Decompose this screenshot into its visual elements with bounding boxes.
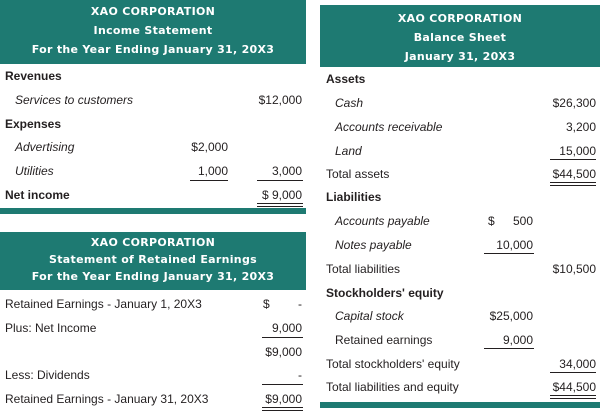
total-assets-value: $44,500 bbox=[552, 167, 596, 181]
statement-period: For the Year Ending January 31, 20X3 bbox=[31, 43, 275, 56]
total-liabilities-equity-label: Total liabilities and equity bbox=[326, 380, 459, 394]
income-statement-bottom-bar bbox=[0, 208, 306, 214]
balance-sheet-header bbox=[320, 5, 600, 67]
ending-balance-double-underline bbox=[262, 407, 303, 411]
cash-label: Cash bbox=[335, 96, 364, 110]
expenses-total: 3,000 bbox=[271, 164, 302, 178]
capital-stock-value: $25,000 bbox=[489, 309, 533, 323]
total-equity-underline bbox=[550, 372, 596, 373]
subtotal-value: $9,000 bbox=[265, 345, 302, 359]
company-name: XAO CORPORATION bbox=[397, 12, 523, 25]
total-equity-value: 34,000 bbox=[559, 357, 596, 371]
notes-payable-value: 10,000 bbox=[496, 238, 533, 252]
balance-sheet-bottom-bar bbox=[320, 402, 600, 408]
plus-net-income-underline bbox=[262, 337, 303, 338]
retained-earnings-value: 9,000 bbox=[502, 333, 533, 347]
stockholders-equity-label: Stockholders' equity bbox=[326, 286, 444, 300]
notes-payable-label: Notes payable bbox=[335, 238, 412, 252]
retained-earnings-statement bbox=[0, 232, 306, 416]
net-income-label: Net income bbox=[5, 188, 70, 202]
services-value: $12,000 bbox=[258, 93, 302, 107]
net-income-double-underline bbox=[257, 203, 303, 207]
retained-earnings-header bbox=[0, 232, 306, 290]
less-dividends-label: Less: Dividends bbox=[5, 368, 90, 382]
retained-earnings-label: Retained earnings bbox=[335, 333, 433, 347]
net-income-value: $ 9,000 bbox=[261, 188, 302, 202]
utilities-value: 1,000 bbox=[197, 164, 228, 178]
statement-period: For the Year Ending January 31, 20X3 bbox=[31, 270, 275, 283]
company-name: XAO CORPORATION bbox=[90, 236, 216, 249]
capital-stock-label: Capital stock bbox=[335, 309, 404, 323]
advertising-value: $2,000 bbox=[191, 140, 228, 154]
revenues-label: Revenues bbox=[5, 69, 62, 83]
utilities-underline bbox=[190, 180, 228, 181]
liabilities-label: Liabilities bbox=[326, 190, 382, 204]
ending-balance-label: Retained Earnings - January 31, 20X3 bbox=[5, 392, 209, 406]
total-liabilities-equity-value: $44,500 bbox=[552, 380, 596, 394]
expenses-label: Expenses bbox=[5, 117, 62, 131]
statement-title: Income Statement bbox=[93, 24, 213, 37]
land-underline bbox=[550, 159, 596, 160]
land-label: Land bbox=[335, 144, 362, 158]
accounts-receivable-label: Accounts receivable bbox=[335, 120, 443, 134]
accounts-payable-value: 500 bbox=[512, 214, 533, 228]
assets-label: Assets bbox=[326, 72, 366, 86]
advertising-label: Advertising bbox=[15, 140, 75, 154]
less-dividends-value: - bbox=[298, 368, 302, 382]
utilities-label: Utilities bbox=[15, 164, 54, 178]
services-label: Services to customers bbox=[15, 93, 134, 107]
retained-earnings-underline bbox=[484, 348, 534, 349]
accounts-payable-label: Accounts payable bbox=[335, 214, 430, 228]
notes-payable-underline bbox=[484, 253, 534, 254]
plus-net-income-value: 9,000 bbox=[271, 321, 302, 335]
total-assets-double-underline bbox=[550, 182, 596, 186]
total-assets-label: Total assets bbox=[326, 167, 390, 181]
land-value: 15,000 bbox=[559, 144, 596, 158]
balance-sheet bbox=[320, 0, 600, 412]
beginning-balance-currency: $ bbox=[263, 297, 270, 311]
income-statement-header bbox=[0, 0, 306, 64]
company-name: XAO CORPORATION bbox=[90, 5, 216, 18]
beginning-balance-value: - bbox=[298, 297, 302, 311]
accounts-receivable-value: 3,200 bbox=[565, 120, 596, 134]
statement-date: January 31, 20X3 bbox=[404, 50, 516, 63]
cash-value: $26,300 bbox=[552, 96, 596, 110]
less-dividends-underline bbox=[262, 384, 303, 385]
ending-balance-value: $9,000 bbox=[265, 392, 302, 406]
income-statement bbox=[0, 0, 306, 218]
total-liabilities-value: $10,500 bbox=[552, 262, 596, 276]
statement-title: Statement of Retained Earnings bbox=[49, 253, 257, 266]
total-liabilities-equity-double-underline bbox=[550, 395, 596, 399]
total-liabilities-label: Total liabilities bbox=[326, 262, 401, 276]
total-equity-label: Total stockholders' equity bbox=[326, 357, 460, 371]
statement-title: Balance Sheet bbox=[413, 31, 507, 44]
plus-net-income-label: Plus: Net Income bbox=[5, 321, 97, 335]
beginning-balance-label: Retained Earnings - January 1, 20X3 bbox=[5, 297, 202, 311]
accounts-payable-currency: $ bbox=[488, 214, 495, 228]
expenses-total-underline bbox=[257, 180, 303, 181]
